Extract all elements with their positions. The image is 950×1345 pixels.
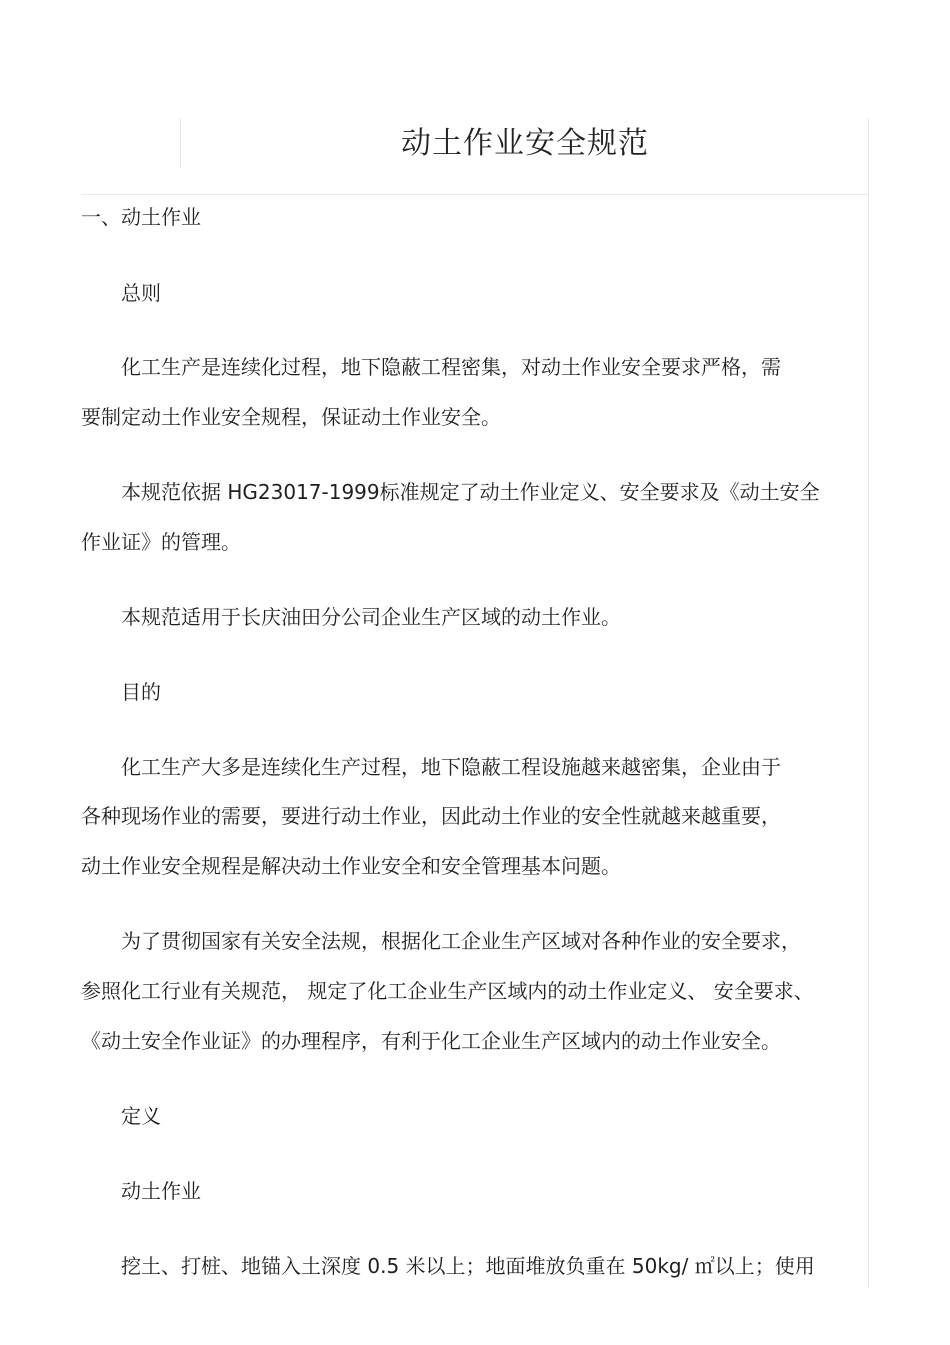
paragraph-line: 作业证》的管理。: [81, 530, 241, 554]
paragraph-line: 参照化工行业有关规范， 规定了化工企业生产区域内的动土作业定义、 安全要求、: [81, 979, 814, 1003]
subheading: 目的: [121, 680, 161, 704]
paragraph-line: 挖土、打桩、地锚入土深度 0.5 米以上；地面堆放负重在 50kg/ ㎡以上；使用: [121, 1254, 815, 1278]
paragraph-line: 各种现场作业的需要，要进行动土作业，因此动土作业的安全性就越来越重要，: [81, 804, 781, 828]
subheading: 定义: [121, 1104, 161, 1128]
document-title: 动土作业安全规范: [401, 126, 649, 161]
section-heading: 一、动土作业: [81, 205, 201, 229]
paragraph-line: 化工生产是连续化过程，地下隐蔽工程密集，对动土作业安全要求严格，需: [121, 355, 781, 379]
paragraph-line: 《动土安全作业证》的办理程序，有利于化工企业生产区域内的动土作业安全。: [81, 1029, 781, 1053]
paragraph-line: 动土作业安全规程是解决动土作业安全和安全管理基本问题。: [81, 854, 621, 878]
paragraph-line: 本规范依据 HG23017-1999标准规定了动土作业定义、安全要求及《动土安全: [121, 480, 820, 504]
paragraph-line: 化工生产大多是连续化生产过程，地下隐蔽工程设施越来越密集，企业由于: [121, 755, 781, 779]
paragraph-line: 本规范适用于长庆油田分公司企业生产区域的动土作业。: [121, 605, 621, 629]
frame-line: [868, 118, 869, 1288]
subheading: 总则: [121, 281, 161, 305]
paragraph-line: 为了贯彻国家有关安全法规，根据化工企业生产区域对各种作业的安全要求，: [121, 929, 801, 953]
subheading: 动土作业: [121, 1179, 201, 1203]
paragraph-line: 要制定动土作业安全规程，保证动土作业安全。: [81, 405, 501, 429]
frame-line: [81, 194, 869, 195]
